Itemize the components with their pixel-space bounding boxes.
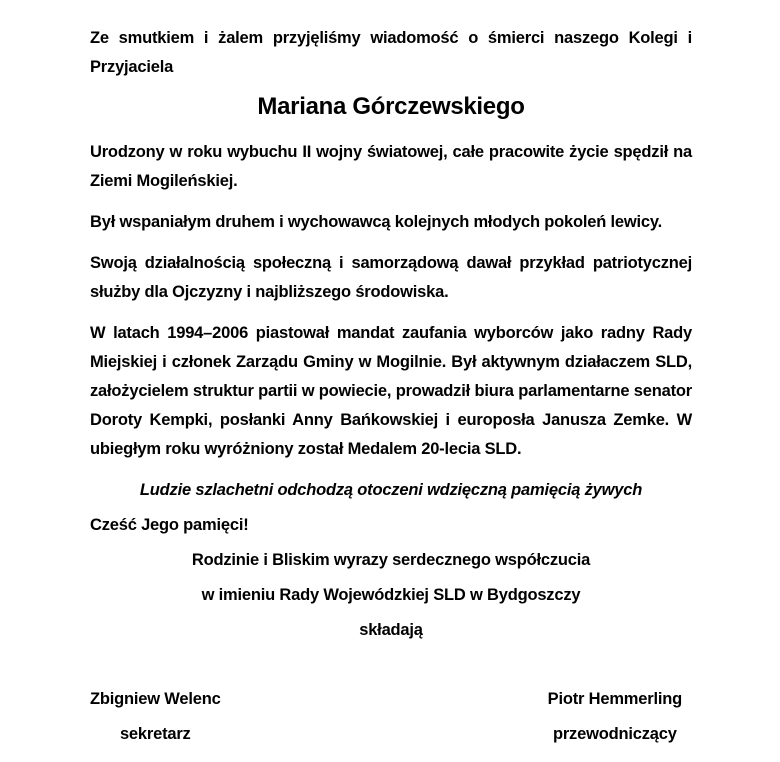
signature-right [548,685,682,749]
signature-left-role: sekretarz [119,725,191,743]
signature-block [90,685,692,749]
signature-left-name: Zbigniew Welenc [90,690,221,708]
signature-right-role: przewodniczący [552,725,677,743]
body-paragraph-service: Swoją działalnością społeczną i samorządową dawał przykład patriotycznej służby dla Ojczyzny i najbliższego środowiska. [90,254,692,301]
intro-paragraph: Ze smutkiem i żalem przyjęliśmy wiadomość o śmierci naszego Kolegi i Przyjaciela [90,29,692,76]
signature-left [90,685,221,749]
tribute-line: Cześć Jego pamięci! [90,516,249,534]
body-paragraph-mentor: Był wspaniałym druhem i wychowawcą kolejnych młodych pokoleń lewicy. [90,213,663,231]
deceased-name-heading: Mariana Górczewskiego [257,93,525,120]
body-paragraph-birth: Urodzony w roku wybuchu II wojny światowej, całe pracowite życie spędził na Ziemi Mogileńskiej. [90,143,692,190]
signature-right-name: Piotr Hemmerling [547,690,682,708]
epitaph-line: Ludzie szlachetni odchodzą otoczeni wdzięczną pamięcią żywych [139,481,643,499]
condolence-line-council: w imieniu Rady Wojewódzkiej SLD w Bydgoszczy [201,586,581,604]
condolence-line-submit: składają [359,621,423,639]
condolence-line-family: Rodzinie i Bliskim wyrazy serdecznego współczucia [191,551,591,569]
body-paragraph-career: W latach 1994–2006 piastował mandat zaufania wyborców jako radny Rady Miejskiej i członek Zarządu Gminy w Mogilnie. Był aktywnym działaczem SLD, założycielem struktur partii w powiecie, prowadził biura parlamentarne senator Doroty Kempki, posłanki Anny Bańkowskiej i europosła Janusza Zemke. W ubiegłym roku wyróżniony został Medalem 20-lecia SLD. [90,324,692,458]
